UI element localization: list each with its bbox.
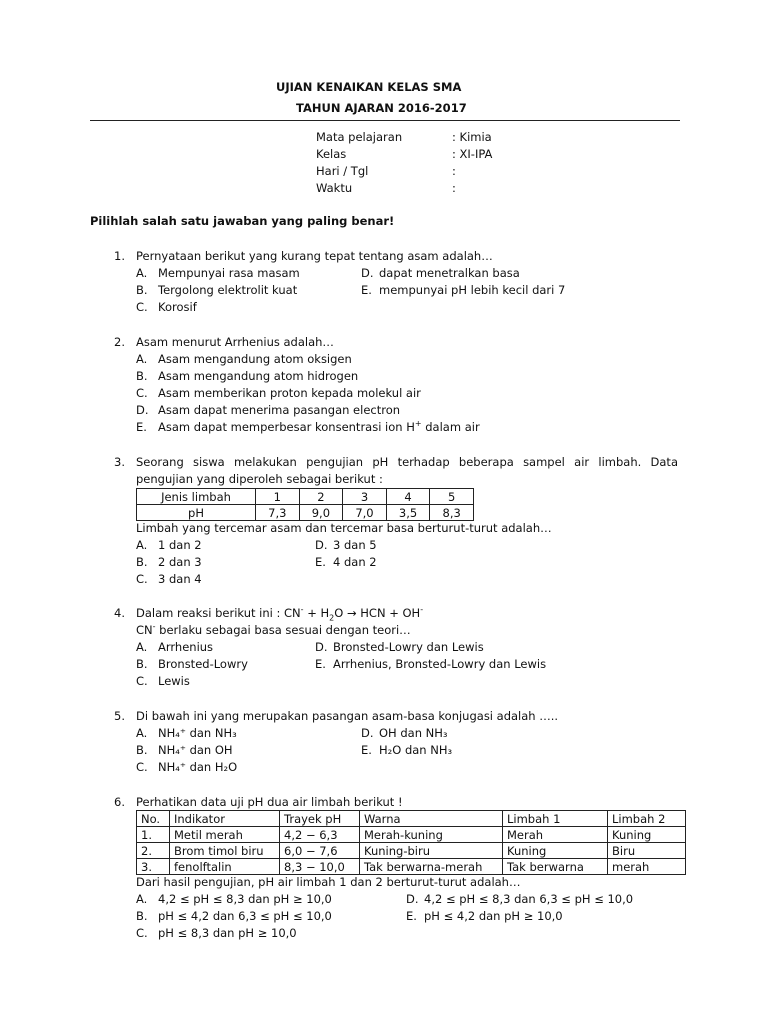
- q2-option-e-key: E.: [136, 420, 147, 434]
- q4-text-line2: CN- berlaku sebagai basa sesuai dengan teori…: [136, 622, 411, 637]
- q4-text: Dalam reaksi berikut ini : $CN^- + H_2O$ → HCN + OH-: [136, 605, 424, 623]
- q3-ph-table: [136, 488, 474, 521]
- header-divider: [90, 120, 680, 121]
- q5-option-b-key: B.: [136, 743, 148, 757]
- q1-option-e-key: E.: [361, 283, 372, 297]
- info-value-class: : XI-IPA: [452, 147, 493, 161]
- q6-option-b: pH ≤ 4,2 dan 6,3 ≤ pH ≤ 10,0: [158, 909, 332, 923]
- table-row: [137, 827, 686, 843]
- table-row: [137, 489, 474, 505]
- table-row: [137, 505, 474, 521]
- q5-option-a-key: A.: [136, 726, 148, 740]
- table-cell: 4: [386, 489, 430, 505]
- q6-option-e: pH ≤ 4,2 dan pH ≥ 10,0: [424, 909, 563, 923]
- table-cell: 1: [256, 489, 300, 505]
- table-cell: 1.: [137, 827, 170, 843]
- q6-option-c: pH ≤ 8,3 dan pH ≥ 10,0: [158, 926, 297, 940]
- table-cell: 3.: [137, 859, 170, 875]
- q5-option-e-key: E.: [361, 743, 372, 757]
- q1-option-a-key: A.: [136, 266, 148, 280]
- table-cell: 6,0 − 7,6: [280, 843, 360, 859]
- table-cell: Warna: [360, 811, 503, 827]
- q2-option-b: Asam mengandung atom hidrogen: [158, 369, 359, 383]
- table-cell: Jenis limbah: [137, 489, 256, 505]
- table-cell: pH: [137, 505, 256, 521]
- exam-title: UJIAN KENAIKAN KELAS SMA: [276, 80, 462, 94]
- table-cell: 2.: [137, 843, 170, 859]
- q2-option-e: Asam dapat memperbesar konsentrasi ion H+ dalam air: [158, 419, 480, 434]
- table-cell: fenolftalin: [170, 859, 280, 875]
- table-cell: Limbah 2: [608, 811, 686, 827]
- q3-option-e: 4 dan 2: [333, 555, 377, 569]
- info-label-time: Waktu: [316, 181, 353, 195]
- q6-indicator-table: [136, 810, 686, 875]
- instruction: Pilihlah salah satu jawaban yang paling benar!: [90, 214, 395, 228]
- q2-option-a-key: A.: [136, 352, 148, 366]
- info-label-subject: Mata pelajaran: [316, 130, 403, 144]
- table-cell: 5: [430, 489, 474, 505]
- table-cell: merah: [608, 859, 686, 875]
- q2-text: Asam menurut Arrhenius adalah…: [136, 335, 334, 349]
- table-cell: Kuning-biru: [360, 843, 503, 859]
- table-cell: 8,3 − 10,0: [280, 859, 360, 875]
- q6-text: Perhatikan data uji pH dua air limbah berikut !: [136, 795, 403, 809]
- q4-option-d-key: D.: [315, 640, 328, 654]
- table-cell: Biru: [608, 843, 686, 859]
- q3-option-b: 2 dan 3: [158, 555, 202, 569]
- q6-option-a: 4,2 ≤ pH ≤ 8,3 dan pH ≥ 10,0: [158, 892, 332, 906]
- q6-option-d-key: D.: [406, 892, 419, 906]
- table-cell: 4,2 − 6,3: [280, 827, 360, 843]
- q3-option-e-key: E.: [315, 555, 326, 569]
- q2-option-c: Asam memberikan proton kepada molekul air: [158, 386, 421, 400]
- q6-option-e-key: E.: [406, 909, 417, 923]
- info-label-class: Kelas: [316, 147, 347, 161]
- q3-option-c: 3 dan 4: [158, 572, 202, 586]
- q5-option-e: H₂O dan NH₃: [379, 743, 453, 757]
- table-row: [137, 843, 686, 859]
- table-row: [137, 811, 686, 827]
- table-cell: 7,0: [343, 505, 387, 521]
- table-cell: No.: [137, 811, 170, 827]
- table-cell: Metil merah: [170, 827, 280, 843]
- info-value-date: :: [452, 164, 456, 178]
- q5-option-c-key: C.: [136, 760, 148, 774]
- table-cell: Tak berwarna: [503, 859, 608, 875]
- table-cell: Kuning: [608, 827, 686, 843]
- q6-number: 6.: [114, 795, 125, 809]
- q1-option-a: Mempunyai rasa masam: [158, 266, 300, 280]
- q4-option-a-key: A.: [136, 640, 148, 654]
- q5-option-d: OH dan NH₃: [379, 726, 448, 740]
- q2-number: 2.: [114, 335, 125, 349]
- q4-option-c: Lewis: [158, 674, 190, 688]
- q2-option-c-key: C.: [136, 386, 148, 400]
- q6-option-c-key: C.: [136, 926, 148, 940]
- q1-number: 1.: [114, 249, 125, 263]
- q6-option-a-key: A.: [136, 892, 148, 906]
- academic-year: TAHUN AJARAN 2016-2017: [296, 101, 467, 115]
- q1-option-c: Korosif: [158, 300, 197, 314]
- q4-number: 4.: [114, 606, 125, 620]
- q6-option-d: 4,2 ≤ pH ≤ 8,3 dan 6,3 ≤ pH ≤ 10,0: [424, 892, 634, 906]
- q6-option-b-key: B.: [136, 909, 148, 923]
- q3-option-d-key: D.: [315, 538, 328, 552]
- q4-option-a: Arrhenius: [158, 640, 214, 654]
- q3-option-a: 1 dan 2: [158, 538, 202, 552]
- q1-text: Pernyataan berikut yang kurang tepat tentang asam adalah…: [136, 249, 493, 263]
- q2-option-b-key: B.: [136, 369, 148, 383]
- info-value-subject: : Kimia: [452, 130, 492, 144]
- q5-text: Di bawah ini yang merupakan pasangan asam-basa konjugasi adalah …..: [136, 709, 559, 723]
- table-cell: 2: [299, 489, 343, 505]
- q3-option-d: 3 dan 5: [333, 538, 377, 552]
- q2-option-d: Asam dapat menerima pasangan electron: [158, 403, 401, 417]
- table-cell: 3: [343, 489, 387, 505]
- q3-question: Limbah yang tercemar asam dan tercemar basa berturut-turut adalah…: [136, 521, 552, 535]
- table-cell: 3,5: [386, 505, 430, 521]
- q3-text-line1: Seorang siswa melakukan pengujian pH terhadap beberapa sampel air limbah. Data: [136, 455, 678, 469]
- table-cell: Merah: [503, 827, 608, 843]
- q3-option-c-key: C.: [136, 572, 148, 586]
- q1-option-d: dapat menetralkan basa: [379, 266, 520, 280]
- table-cell: 8,3: [430, 505, 474, 521]
- reaction-arrow-icon: →: [346, 606, 357, 620]
- table-cell: Brom timol biru: [170, 843, 280, 859]
- q4-option-d: Bronsted-Lowry dan Lewis: [333, 640, 484, 654]
- q3-option-b-key: B.: [136, 555, 148, 569]
- q1-option-b-key: B.: [136, 283, 148, 297]
- q5-option-a: NH₄⁺ dan NH₃: [158, 726, 237, 740]
- table-cell: 9,0: [299, 505, 343, 521]
- q1-option-b: Tergolong elektrolit kuat: [158, 283, 298, 297]
- table-cell: 7,3: [256, 505, 300, 521]
- q4-option-b-key: B.: [136, 657, 148, 671]
- q3-number: 3.: [114, 455, 125, 469]
- table-cell: Kuning: [503, 843, 608, 859]
- q3-text-line2: pengujian yang diperoleh sebagai berikut :: [136, 472, 383, 486]
- q4-option-e: Arrhenius, Bronsted-Lowry dan Lewis: [333, 657, 547, 671]
- q6-question: Dari hasil pengujian, pH air limbah 1 dan 2 berturut-turut adalah…: [136, 875, 521, 889]
- table-cell: Trayek pH: [280, 811, 360, 827]
- q4-option-c-key: C.: [136, 674, 148, 688]
- table-cell: Indikator: [170, 811, 280, 827]
- q4-option-e-key: E.: [315, 657, 326, 671]
- q3-option-a-key: A.: [136, 538, 148, 552]
- info-label-date: Hari / Tgl: [316, 164, 369, 178]
- table-cell: Merah-kuning: [360, 827, 503, 843]
- q5-number: 5.: [114, 709, 125, 723]
- table-cell: Tak berwarna-merah: [360, 859, 503, 875]
- table-row: [137, 859, 686, 875]
- q4-option-b: Bronsted-Lowry: [158, 657, 248, 671]
- q1-option-d-key: D.: [361, 266, 374, 280]
- q5-option-b: NH₄⁺ dan OH: [158, 743, 233, 757]
- q2-option-d-key: D.: [136, 403, 149, 417]
- q1-option-e: mempunyai pH lebih kecil dari 7: [379, 283, 566, 297]
- q1-option-c-key: C.: [136, 300, 148, 314]
- q5-option-d-key: D.: [361, 726, 374, 740]
- info-value-time: :: [452, 181, 456, 195]
- q5-option-c: NH₄⁺ dan H₂O: [158, 760, 238, 774]
- q2-option-a: Asam mengandung atom oksigen: [158, 352, 352, 366]
- table-cell: Limbah 1: [503, 811, 608, 827]
